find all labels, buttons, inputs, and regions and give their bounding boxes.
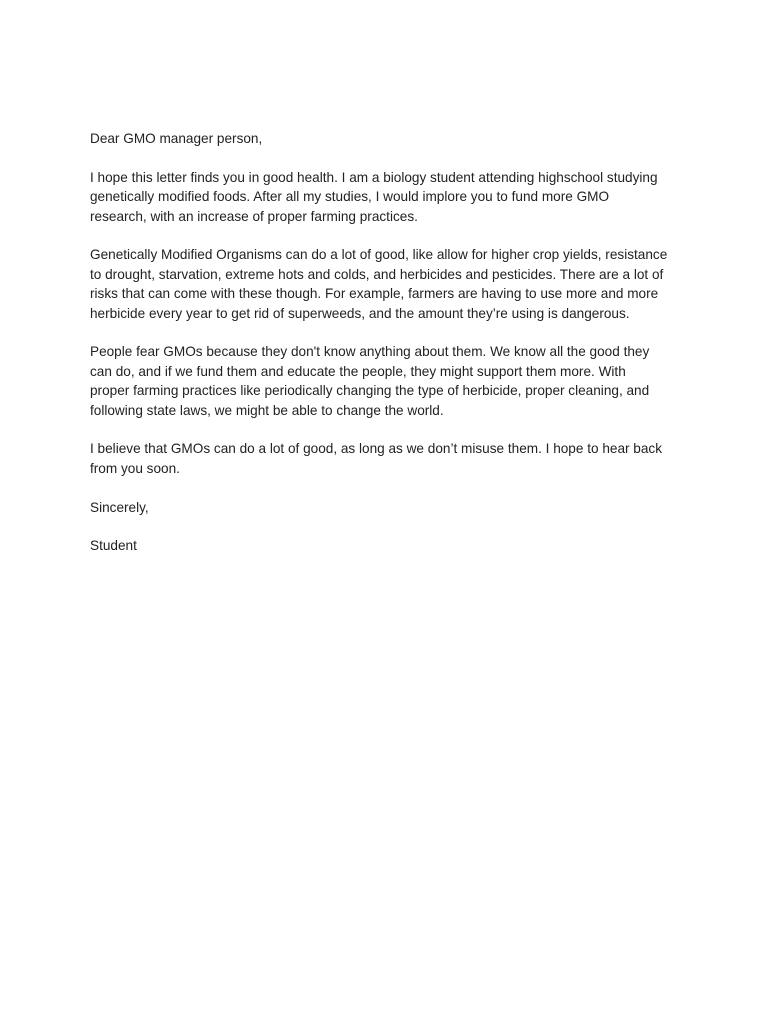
paragraph-line: herbicide every year to get rid of superweeds, and the amount they’re using is dangerous. — [90, 305, 630, 321]
paragraph-line: People fear GMOs because they don't know anything about them. We know all the good they — [90, 344, 650, 360]
closing-line: Sincerely, — [90, 499, 149, 515]
signature-line: Student — [90, 538, 137, 554]
letter-signature — [90, 536, 690, 555]
paragraph-line: following state laws, we might be able to change the world. — [90, 402, 444, 418]
letter-paragraph-4 — [90, 439, 690, 478]
letter-salutation — [90, 129, 690, 148]
paragraph-line: risks that can come with these though. For example, farmers are having to use more and more — [90, 286, 659, 302]
paragraph-line: I believe that GMOs can do a lot of good, as long as we don’t misuse them. I hope to hear back — [90, 441, 663, 457]
paragraph-line: research, with an increase of proper farming practices. — [90, 208, 418, 224]
salutation-line: Dear GMO manager person, — [90, 131, 263, 146]
letter-closing — [90, 498, 690, 517]
paragraph-line: genetically modified foods. After all my studies, I would implore you to fund more GMO — [90, 189, 610, 205]
letter-paragraph-1 — [90, 168, 690, 226]
paragraph-line: can do, and if we fund them and educate the people, they might support them more. With — [90, 363, 626, 379]
paragraph-line: Genetically Modified Organisms can do a lot of good, like allow for higher crop yields, resistance — [90, 247, 668, 263]
letter-paragraph-3 — [90, 342, 690, 420]
paragraph-line: from you soon. — [90, 460, 180, 476]
letter-body — [90, 129, 690, 575]
paragraph-line: proper farming practices like periodically changing the type of herbicide, proper cleaning, and — [90, 383, 650, 399]
paragraph-line: I hope this letter finds you in good health. I am a biology student attending highschool studying — [90, 169, 658, 185]
paragraph-line: to drought, starvation, extreme hots and colds, and herbicides and pesticides. There are a lot of — [90, 266, 664, 282]
letter-paragraph-2 — [90, 245, 690, 323]
